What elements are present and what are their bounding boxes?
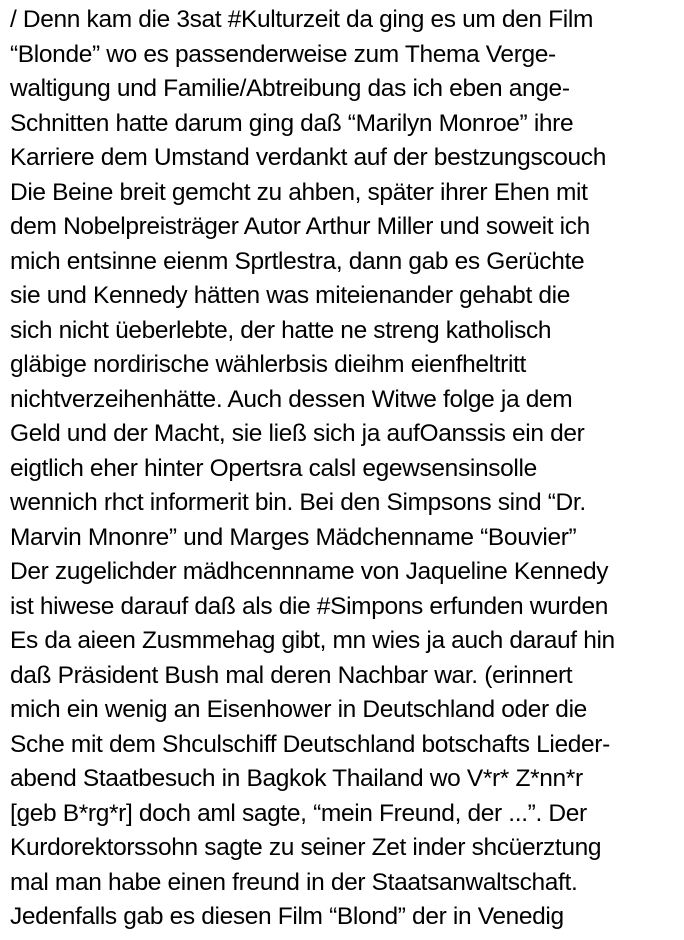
body-text	[10, 3, 682, 935]
text-line: sie und Kennedy hätten was miteienander gehabt die	[10, 282, 571, 309]
text-line: wennich rhct informerit bin. Bei den Simpsons sind “Dr.	[10, 489, 586, 516]
text-line: Schnitten hatte darum ging daß “Marilyn Monroe” ihre	[10, 109, 574, 137]
text-line: Der zugelichder mädhcennname von Jaqueline Kennedy	[10, 558, 609, 585]
text-line: Geld und der Macht, sie ließ sich ja aufOanssis ein der	[10, 420, 585, 447]
text-line: daß Präsident Bush mal deren Nachbar war. (erinnert	[10, 661, 573, 689]
text-line: abend Staatbesuch in Bagkok Thailand wo V*r* Z*nn*r	[10, 765, 583, 792]
text-line: Es da aieen Zusmmehag gibt, mn wies ja auch darauf hin	[10, 627, 615, 654]
text-line: Jedenfalls gab es diesen Film “Blond” der in Venedig	[10, 903, 564, 930]
text-line: sich nicht üeberlebte, der hatte ne streng katholisch	[10, 316, 552, 344]
text-line: ist hiwese darauf daß als die #Simpons erfunden wurden	[10, 592, 609, 620]
text-line: nichtverzeihenhätte. Auch dessen Witwe folge ja dem	[10, 385, 573, 413]
text-line: Karriere dem Umstand verdankt auf der bestzungscouch	[10, 144, 606, 171]
text-line: “Blonde” wo es passenderweise zum Thema Verge-	[10, 40, 556, 68]
text-line: gläbige nordirische wählerbsis dieihm eienfheltritt	[10, 351, 526, 378]
text-line: eigtlich eher hinter Opertsra calsl egewsensinsolle	[10, 454, 537, 482]
text-line: mal man habe einen freund in der Staatsanwaltschaft.	[10, 868, 578, 896]
text-line: Die Beine breit gemcht zu ahben, später ihrer Ehen mit	[10, 178, 588, 206]
text-line: dem Nobelpreisträger Autor Arthur Miller und soweit ich	[10, 213, 590, 240]
text-line: Kurdorektorssohn sagte zu seiner Zet inder shcüerztung	[10, 834, 602, 861]
text-line: waltigung und Familie/Abtreibung das ich eben ange-	[10, 75, 570, 102]
text-line: Sche mit dem Shculschiff Deutschland botschafts Lieder-	[10, 730, 610, 758]
text-line: Marvin Mnonre” und Marges Mädchenname “Bouvier”	[10, 523, 577, 551]
text-line: / Denn kam die 3sat #Kulturzeit da ging es um den Film	[10, 6, 594, 33]
text-line: mich entsinne eienm Sprtlestra, dann gab es Gerüchte	[10, 247, 585, 275]
text-line: mich ein wenig an Eisenhower in Deutschland oder die	[10, 696, 587, 723]
text-line: [geb B*rg*r] doch aml sagte, “mein Freund, der ...”. Der	[10, 799, 587, 827]
